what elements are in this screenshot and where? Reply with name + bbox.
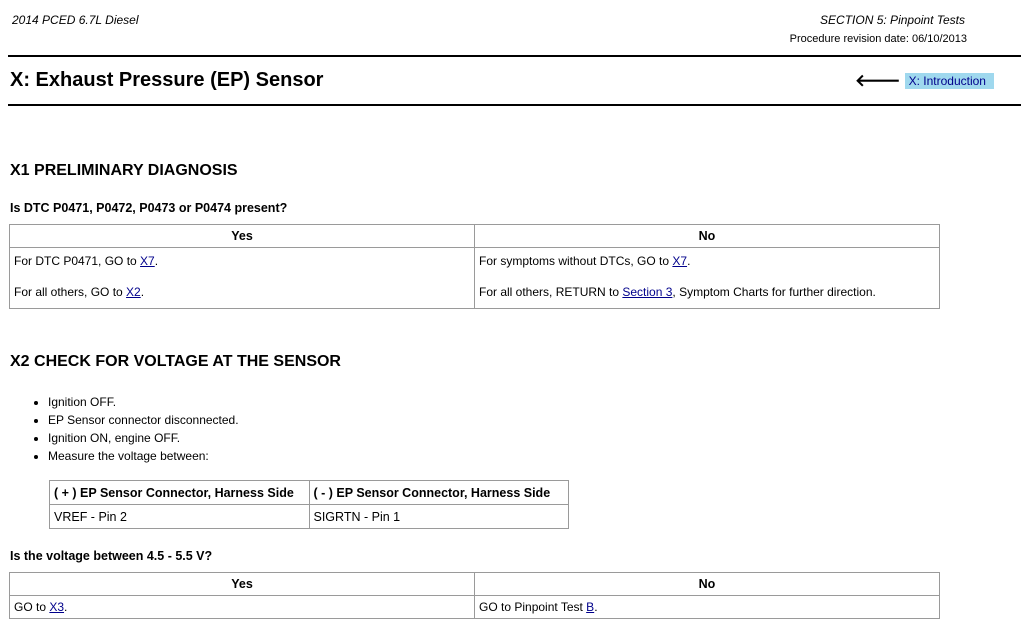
list-item: • EP Sensor connector disconnected. [48, 411, 239, 429]
x1-yes-line1-end: . [154, 254, 159, 268]
negative-pin-value: SIGRTN - Pin 1 [309, 505, 569, 529]
positive-pin-value: VREF - Pin 2 [50, 505, 310, 529]
x2-no-header: No [475, 573, 940, 596]
list-item: • Ignition ON, engine OFF. [48, 429, 239, 447]
list-item: • Ignition OFF. [48, 393, 239, 411]
x2-answer-table [9, 572, 940, 619]
link-section-3[interactable]: Section 3 [622, 285, 673, 299]
manual-title: 2014 PCED 6.7L Diesel [12, 13, 139, 27]
x1-yes-cell [10, 248, 475, 309]
x1-no-line2 [479, 285, 935, 299]
x1-yes-line2-end: . [140, 285, 145, 299]
positive-connector-header: ( + ) EP Sensor Connector, Harness Side [50, 481, 310, 505]
title-divider [8, 104, 1021, 106]
x2-heading: X2 CHECK FOR VOLTAGE AT THE SENSOR [10, 353, 341, 370]
link-x2[interactable]: X2 [126, 285, 141, 299]
x2-yes-cell [10, 596, 475, 619]
x2-no-text: GO to Pinpoint Test [479, 600, 587, 614]
link-x7-no[interactable]: X7 [672, 254, 688, 268]
link-x7[interactable]: X7 [140, 254, 155, 268]
x1-no-line2-end: , Symptom Charts for further direction. [672, 285, 876, 299]
x1-yes-line1-text: For DTC P0471, GO to [14, 254, 141, 268]
link-pinpoint-test-b[interactable]: B [586, 600, 595, 614]
x2-no-cell [475, 596, 940, 619]
x1-no-line1-text: For symptoms without DTCs, GO to [479, 254, 673, 268]
x2-yes-text: GO to [14, 600, 50, 614]
x2-no-end: . [594, 600, 598, 614]
x2-yes-end: . [64, 600, 68, 614]
x1-heading: X1 PRELIMINARY DIAGNOSIS [10, 162, 238, 179]
x1-answer-table [9, 224, 940, 309]
pin-measurement-table [49, 480, 569, 529]
x2-question: Is the voltage between 4.5 - 5.5 V? [10, 549, 213, 563]
x1-yes-line2-text: For all others, GO to [14, 285, 127, 299]
x1-no-line1-end: . [687, 254, 691, 268]
link-x3[interactable]: X3 [49, 600, 65, 614]
revision-date: Procedure revision date: 06/10/2013 [789, 33, 967, 45]
introduction-link[interactable]: X: Introduction [905, 73, 994, 89]
x1-no-line2-text: For all others, RETURN to [479, 285, 623, 299]
list-item: • Measure the voltage between: [48, 447, 239, 465]
x1-yes-line1 [14, 254, 470, 268]
x1-no-cell [475, 248, 940, 309]
x2-steps-list [28, 393, 239, 465]
x1-no-line1 [479, 254, 935, 268]
page-title: X: Exhaust Pressure (EP) Sensor [10, 69, 324, 91]
x1-no-header: No [475, 225, 940, 248]
top-divider [8, 55, 1021, 57]
x2-yes-header: Yes [10, 573, 475, 596]
negative-connector-header: ( - ) EP Sensor Connector, Harness Side [309, 481, 569, 505]
x1-question: Is DTC P0471, P0472, P0473 or P0474 present? [10, 201, 288, 215]
section-title: SECTION 5: Pinpoint Tests [820, 13, 965, 27]
x1-yes-header: Yes [10, 225, 475, 248]
left-arrow-icon[interactable]: 🡐 [855, 71, 901, 90]
x1-yes-line2 [14, 285, 470, 299]
back-to-introduction[interactable] [855, 72, 994, 89]
